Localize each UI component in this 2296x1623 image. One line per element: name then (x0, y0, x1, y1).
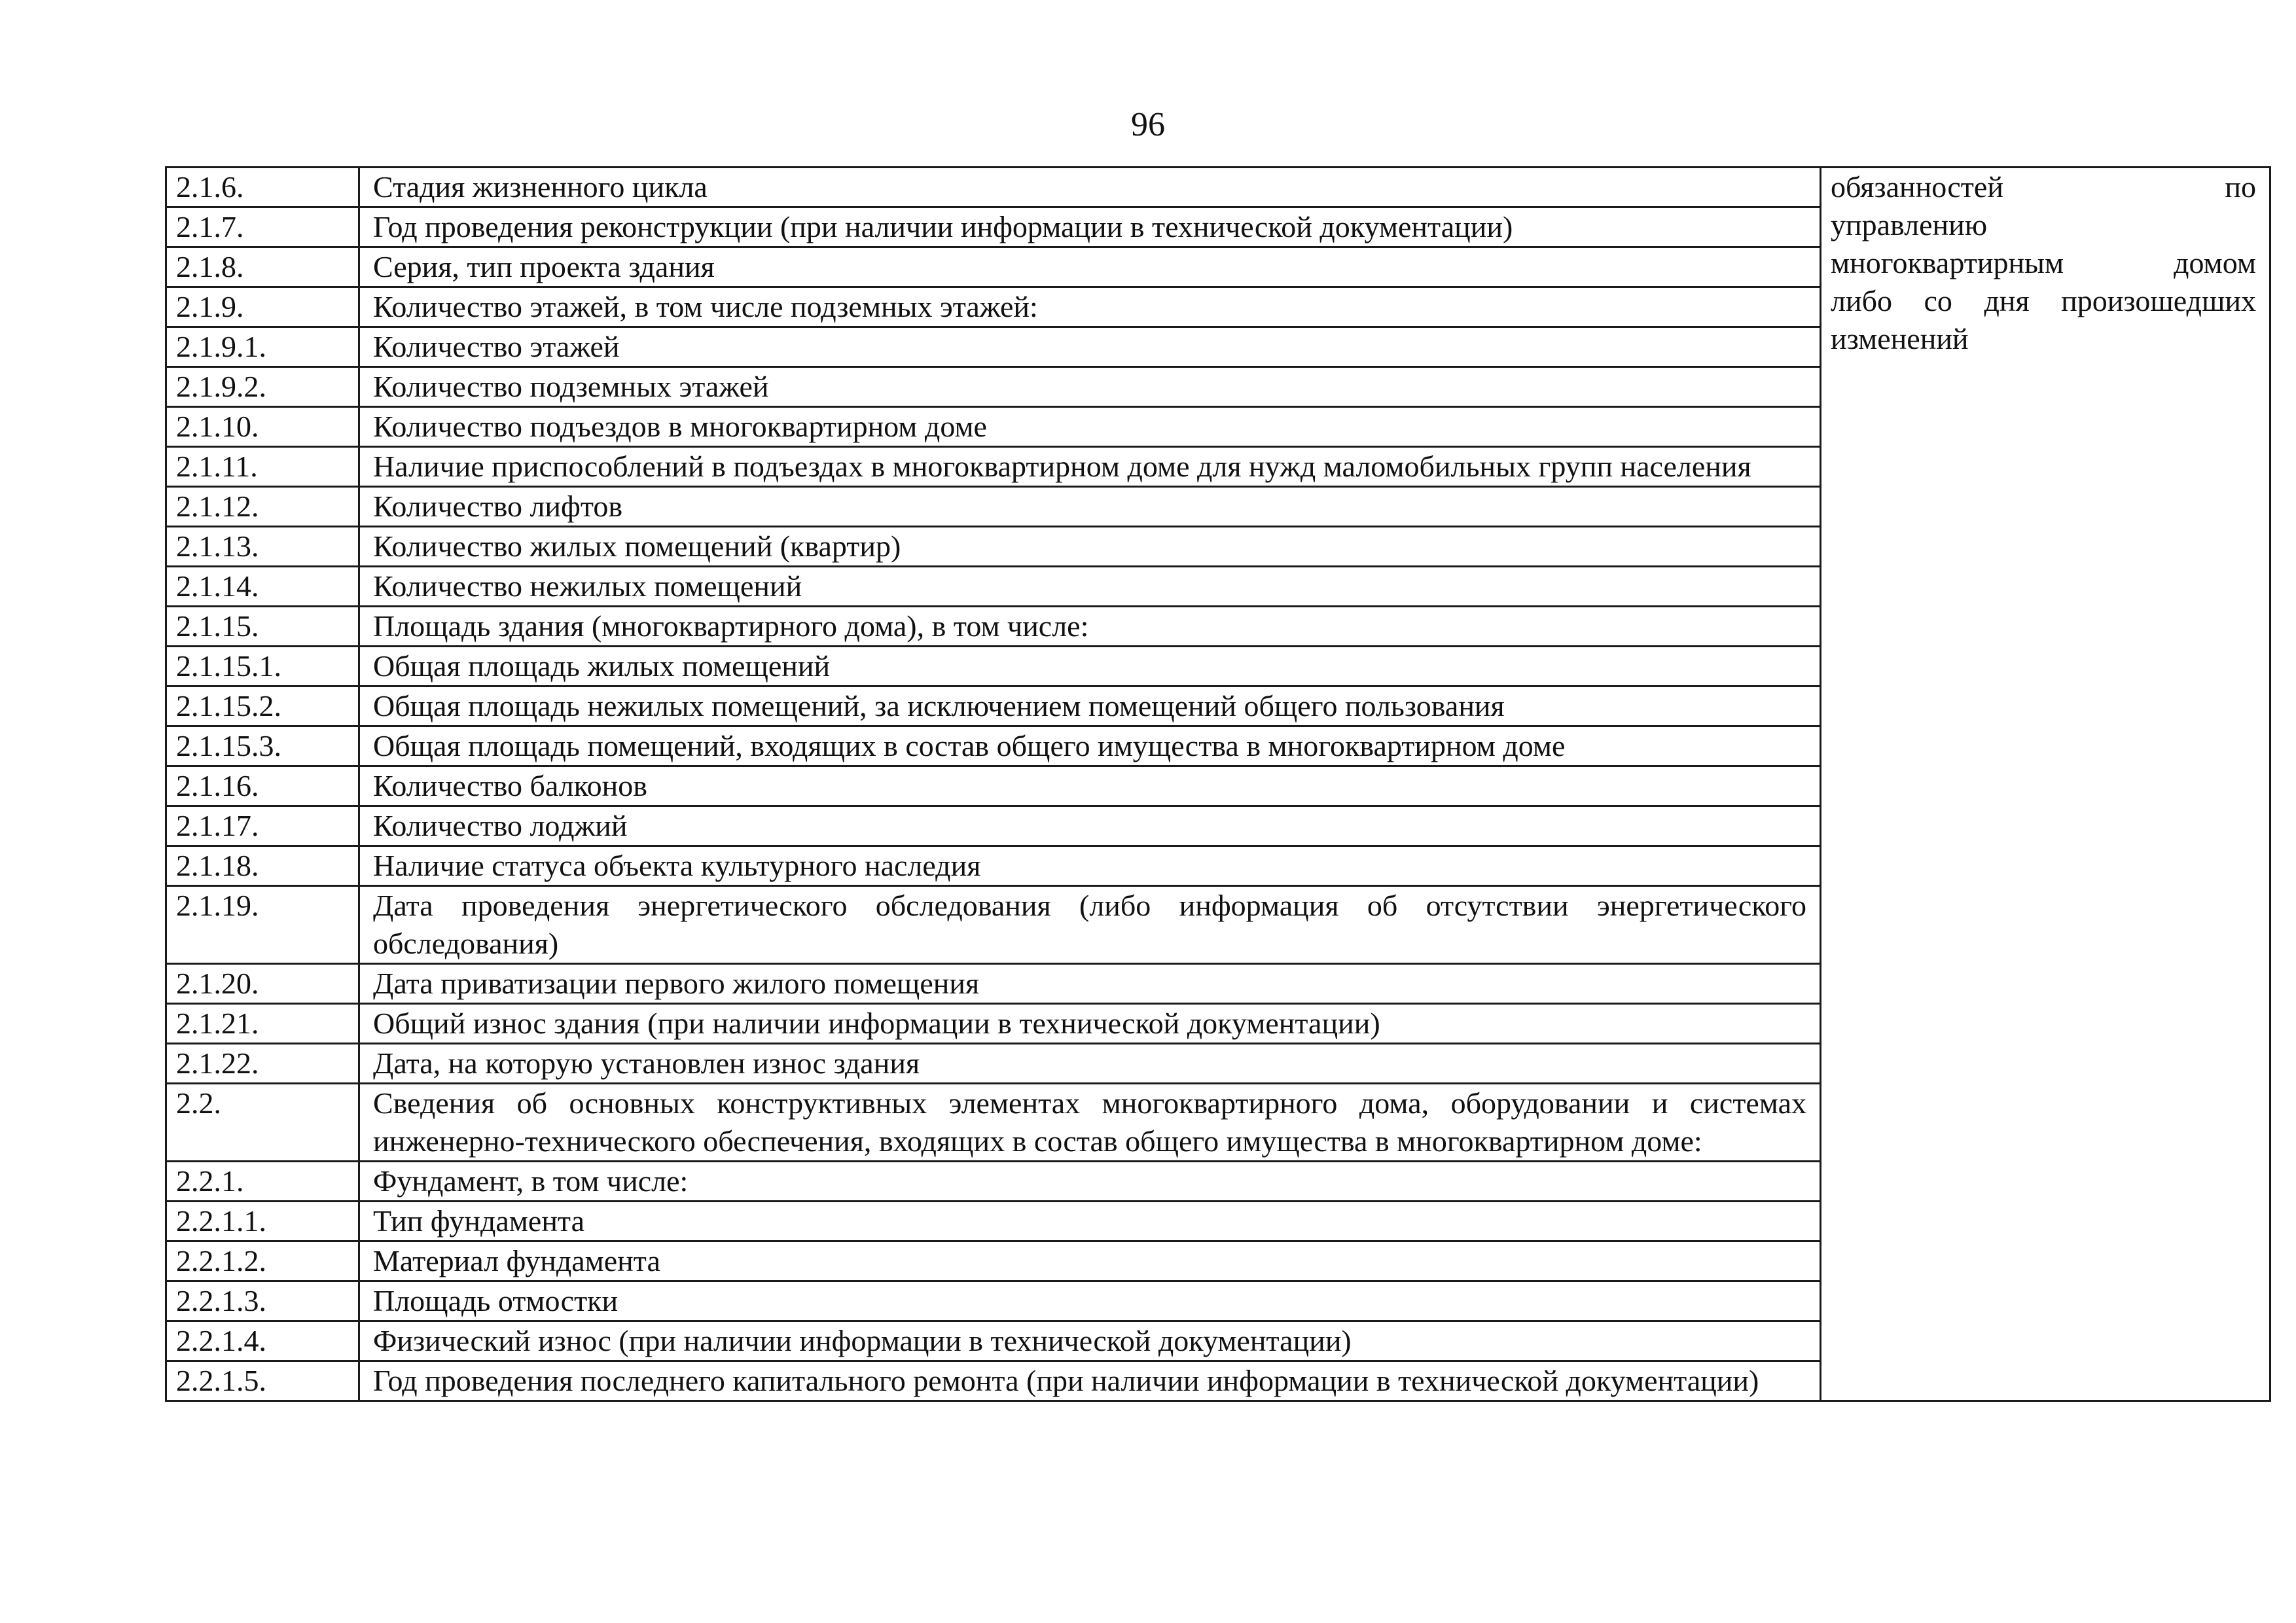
row-description: Количество этажей (359, 327, 1821, 367)
row-number: 2.1.12. (166, 487, 359, 527)
row-description: Фундамент, в том числе: (359, 1162, 1821, 1202)
disclosure-table (165, 166, 2271, 1402)
row-number: 2.2.1.1. (166, 1202, 359, 1241)
row-description: Количество этажей, в том числе подземных этажей: (359, 287, 1821, 327)
row-number: 2.1.15.3. (166, 726, 359, 766)
row-number: 2.1.14. (166, 567, 359, 607)
row-description: Физический износ (при наличии информации в технической документации) (359, 1321, 1821, 1361)
row-number: 2.1.22. (166, 1044, 359, 1084)
row-number: 2.2.1.2. (166, 1241, 359, 1281)
row-description: Общая площадь помещений, входящих в состав общего имущества в многоквартирном доме (359, 726, 1821, 766)
side-note-line: многоквартирным домом (1831, 246, 2256, 279)
row-number: 2.1.11. (166, 447, 359, 487)
row-description: Год проведения последнего капитального ремонта (при наличии информации в технической документации) (359, 1361, 1821, 1401)
row-number: 2.1.20. (166, 964, 359, 1004)
page-number: 96 (1131, 106, 1165, 143)
side-note-line: либо со дня произошедших (1831, 284, 2256, 317)
row-number: 2.1.9.1. (166, 327, 359, 367)
row-number: 2.1.19. (166, 886, 359, 964)
row-number: 2.2.1.5. (166, 1361, 359, 1401)
row-number: 2.1.17. (166, 806, 359, 846)
row-number: 2.1.9.2. (166, 367, 359, 407)
row-description: Дата проведения энергетического обследования (либо информация об отсутствии энергетического обследования) (359, 886, 1821, 964)
row-description: Количество подъездов в многоквартирном доме (359, 407, 1821, 447)
row-description: Количество жилых помещений (квартир) (359, 527, 1821, 567)
row-description: Площадь здания (многоквартирного дома), в том числе: (359, 607, 1821, 647)
side-note-line: обязанностей по (1831, 170, 2256, 204)
row-description: Общий износ здания (при наличии информации в технической документации) (359, 1004, 1821, 1044)
row-description: Количество лифтов (359, 487, 1821, 527)
row-description: Количество лоджий (359, 806, 1821, 846)
row-description: Стадия жизненного цикла (359, 168, 1821, 207)
row-number: 2.1.15.2. (166, 687, 359, 726)
row-description: Сведения об основных конструктивных элементах многоквартирного дома, оборудовании и системах инженерно-технического обеспечения, входящих в состав общего имущества в многоквартирном доме: (359, 1084, 1821, 1162)
row-number: 2.1.21. (166, 1004, 359, 1044)
row-number: 2.1.16. (166, 766, 359, 806)
side-note-line: изменений (1831, 322, 1969, 355)
row-number: 2.1.7. (166, 207, 359, 247)
row-number: 2.2.1.4. (166, 1321, 359, 1361)
row-number: 2.1.6. (166, 168, 359, 207)
row-description: Серия, тип проекта здания (359, 247, 1821, 287)
row-number: 2.1.15.1. (166, 647, 359, 687)
row-description: Общая площадь жилых помещений (359, 647, 1821, 687)
row-number: 2.2.1.3. (166, 1281, 359, 1321)
row-description: Общая площадь нежилых помещений, за исключением помещений общего пользования (359, 687, 1821, 726)
row-description: Количество нежилых помещений (359, 567, 1821, 607)
row-number: 2.2. (166, 1084, 359, 1162)
row-description: Наличие приспособлений в подъездах в многоквартирном доме для нужд маломобильных групп населения (359, 447, 1821, 487)
row-description: Площадь отмостки (359, 1281, 1821, 1321)
row-description: Наличие статуса объекта культурного наследия (359, 846, 1821, 886)
row-number: 2.1.9. (166, 287, 359, 327)
side-note-line: управлению (1831, 208, 1988, 241)
row-number: 2.1.10. (166, 407, 359, 447)
row-number: 2.1.8. (166, 247, 359, 287)
row-description: Год проведения реконструкции (при наличии информации в технической документации) (359, 207, 1821, 247)
row-number: 2.1.13. (166, 527, 359, 567)
row-number: 2.2.1. (166, 1162, 359, 1202)
row-description: Дата приватизации первого жилого помещения (359, 964, 1821, 1004)
table-body (166, 168, 2270, 1401)
row-description: Количество подземных этажей (359, 367, 1821, 407)
row-description: Количество балконов (359, 766, 1821, 806)
row-description: Материал фундамента (359, 1241, 1821, 1281)
row-number: 2.1.18. (166, 846, 359, 886)
side-note-cell (1821, 168, 2270, 1401)
row-number: 2.1.15. (166, 607, 359, 647)
row-description: Тип фундамента (359, 1202, 1821, 1241)
row-description: Дата, на которую установлен износ здания (359, 1044, 1821, 1084)
table-row (166, 168, 2270, 207)
